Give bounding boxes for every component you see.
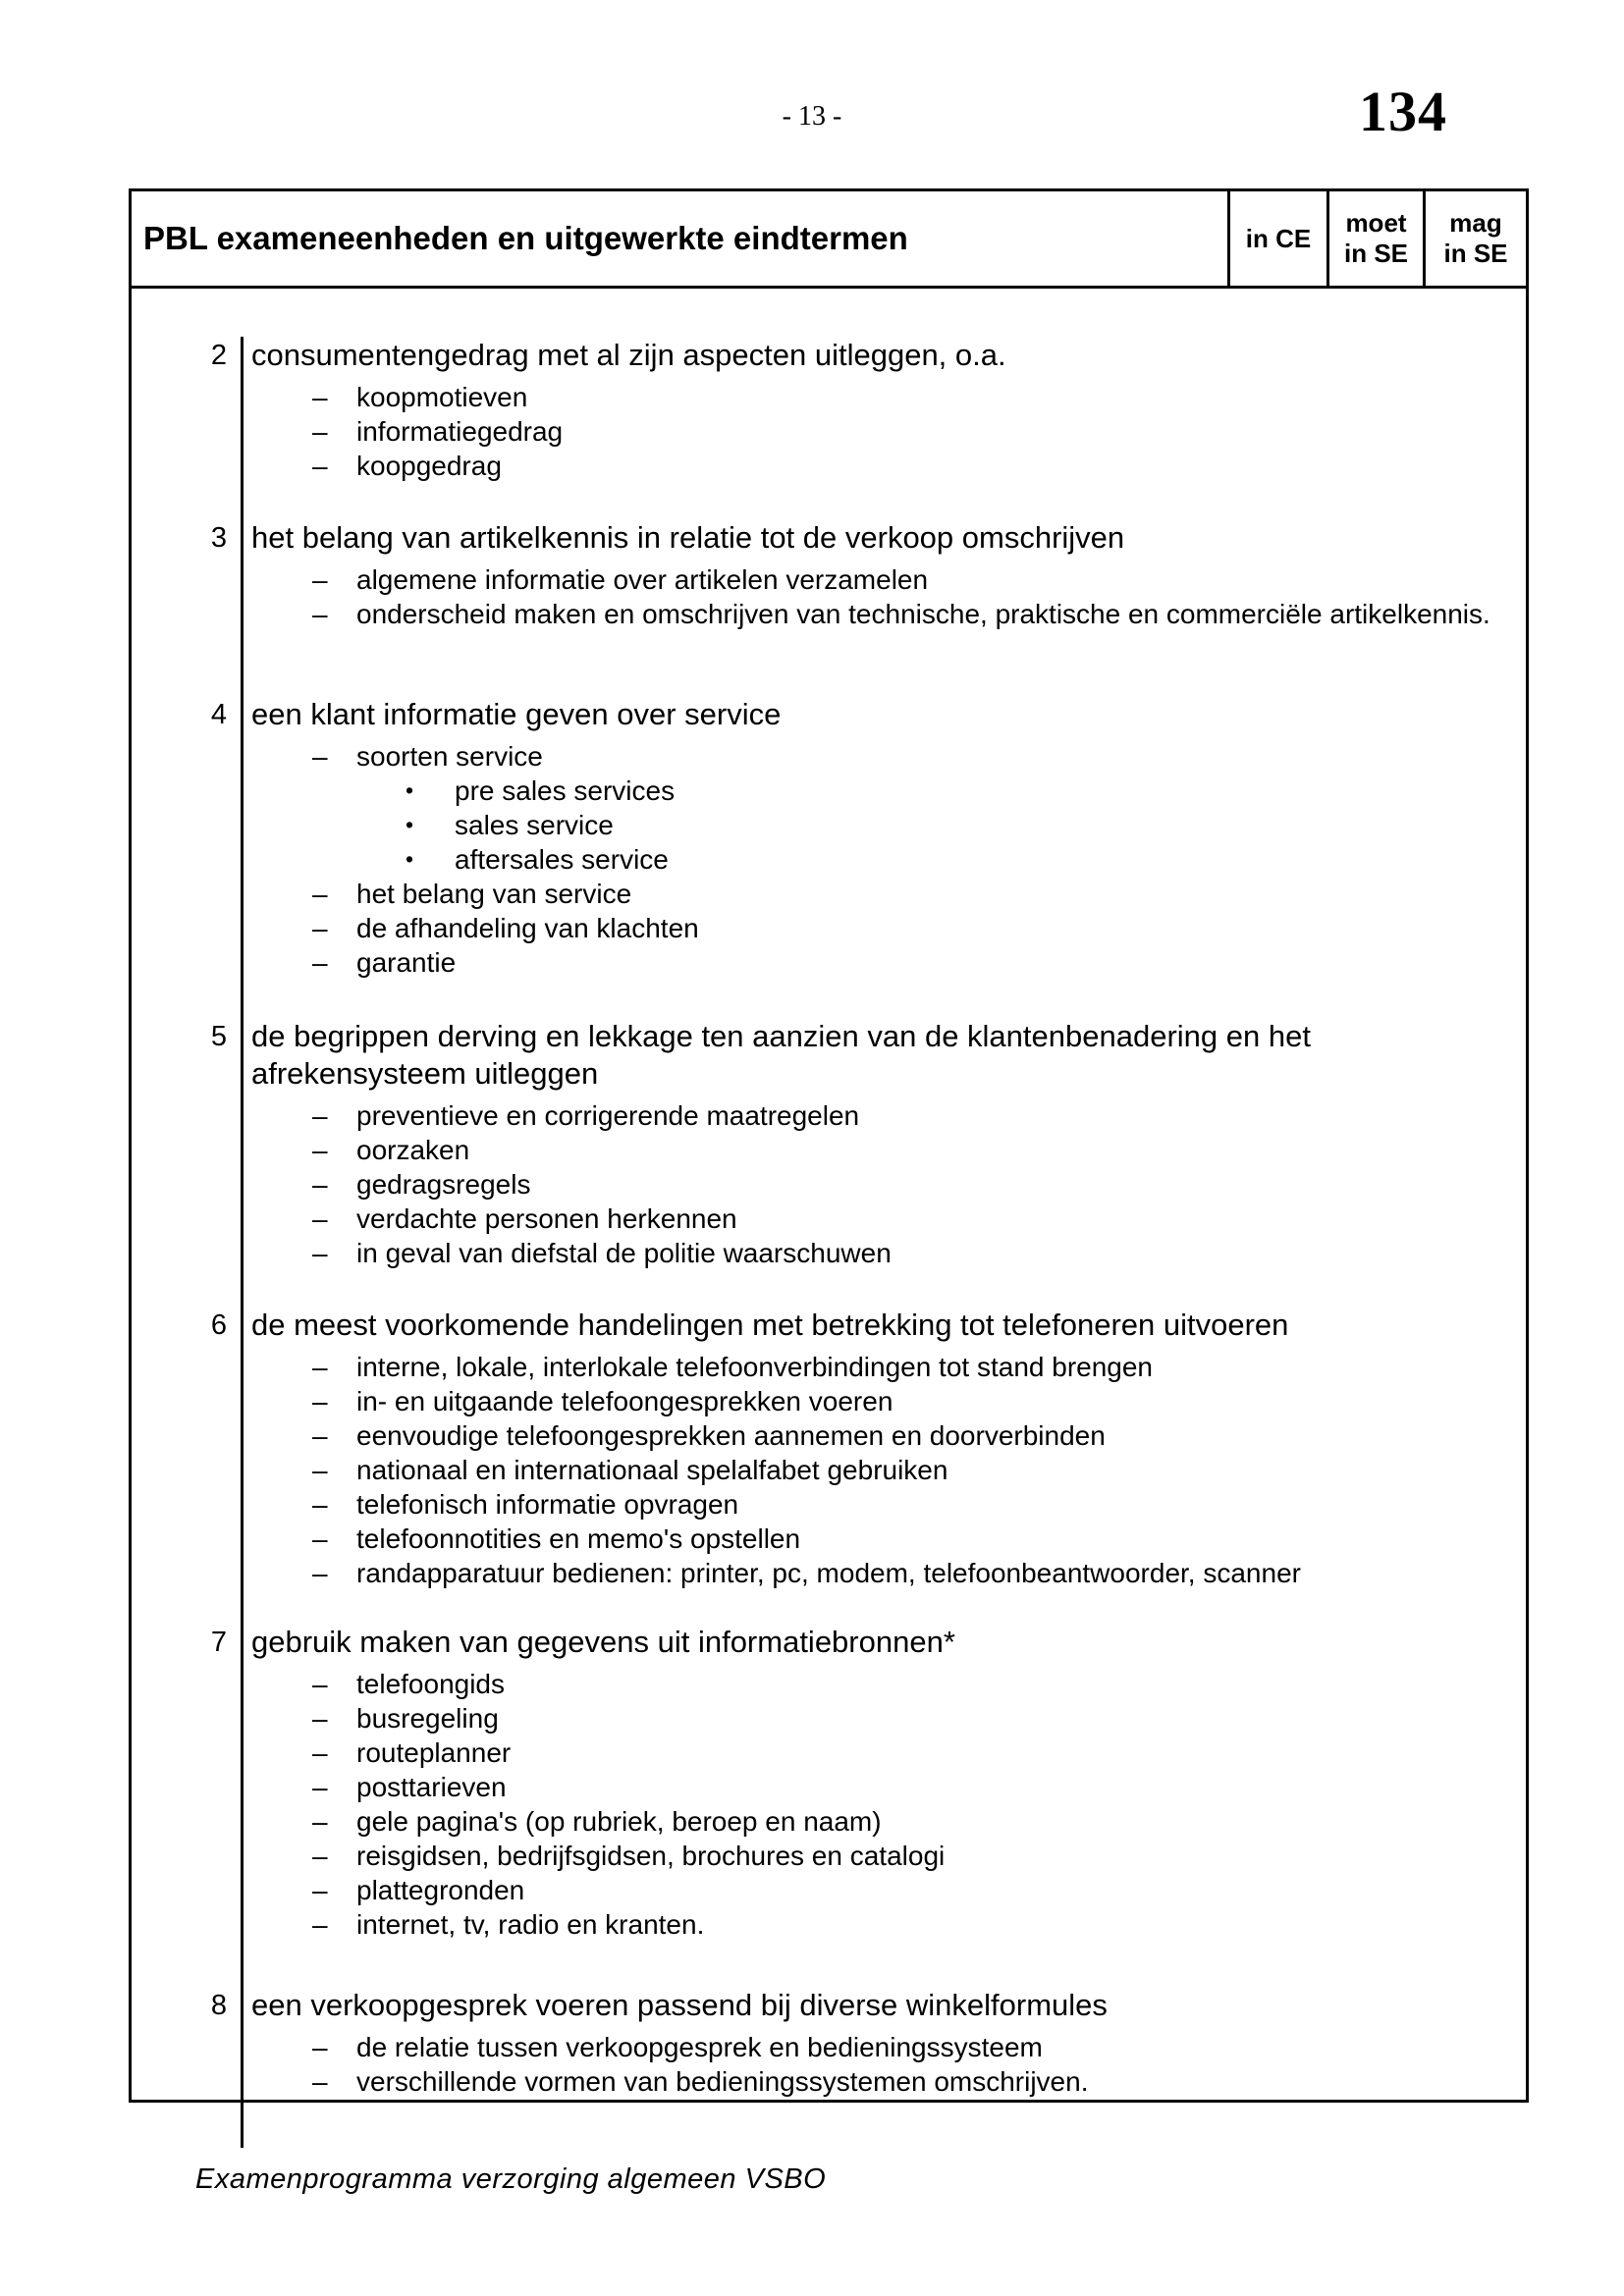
dash-marker: – [312, 1669, 328, 1699]
item-number: 6 [210, 1309, 227, 1341]
dash-marker: – [312, 382, 328, 412]
dash-marker: – [312, 1737, 328, 1768]
sub-item-text: eenvoudige telefoongesprekken aannemen en doorverbinden [356, 1420, 1106, 1451]
dash-marker: – [312, 1772, 328, 1802]
exam-item-6 [132, 1307, 1526, 1590]
column-header-moet-in-se [1326, 191, 1423, 286]
item-heading: een verkoopgesprek voeren passend bij diverse winkelformules [251, 1988, 1108, 2022]
table-header-row [132, 191, 1526, 289]
sub-item-text: telefonisch informatie opvragen [356, 1489, 739, 1520]
bullet-marker: • [406, 777, 414, 803]
dash-marker: – [312, 1703, 328, 1734]
dash-marker: – [312, 1169, 328, 1200]
sub-item [251, 842, 1526, 877]
column-header-in-ce [1227, 191, 1326, 286]
exam-item-3 [132, 519, 1526, 631]
sub-item [251, 774, 1526, 808]
sub-item [251, 1770, 1526, 1804]
table-title: PBL exameneenheden en uitgewerkte eindtermen [143, 220, 908, 256]
sub-item-text: verdachte personen herkennen [356, 1203, 737, 1234]
column-header-line: in SE [1343, 239, 1408, 268]
item-number: 2 [210, 340, 227, 371]
sub-item [251, 1098, 1526, 1133]
sub-item-text: pre sales services [455, 775, 676, 806]
sub-item-text: busregeling [356, 1703, 499, 1734]
sub-item-text: garantie [356, 947, 457, 978]
dash-marker: – [312, 1841, 328, 1871]
dash-marker: – [312, 1352, 328, 1382]
dash-marker: – [312, 1203, 328, 1234]
sub-item [251, 449, 1526, 483]
number-column-divider [241, 337, 244, 2148]
sub-item-text: oorzaken [356, 1135, 470, 1165]
item-heading: de meest voorkomende handelingen met betrekking tot telefoneren uitvoeren [251, 1308, 1289, 1342]
sub-item [251, 1453, 1526, 1487]
sub-item-text: nationaal en internationaal spelalfabet gebruiken [356, 1455, 948, 1485]
sub-item [251, 1201, 1526, 1236]
sub-item-text: telefoonnotities en memo's opstellen [356, 1523, 801, 1554]
sub-item-text: plattegronden [356, 1875, 525, 1905]
item-heading: de begrippen derving en lekkage ten aanzien van de klantenbenadering en het afrekensysteem uitleggen [251, 1019, 1311, 1091]
column-header-line: in SE [1443, 239, 1508, 268]
sub-item [251, 1907, 1526, 1942]
dash-marker: – [312, 1386, 328, 1416]
item-number: 4 [210, 699, 227, 730]
dash-marker: – [312, 416, 328, 447]
dash-marker: – [312, 2066, 328, 2097]
sub-item [251, 877, 1526, 911]
sub-item [251, 1556, 1526, 1590]
exam-item-2 [132, 337, 1526, 483]
sub-item [251, 1522, 1526, 1556]
sub-item [251, 1667, 1526, 1701]
sub-item [251, 911, 1526, 945]
column-header-line: moet [1345, 208, 1407, 238]
item-number: 5 [210, 1021, 227, 1052]
sub-item [251, 1701, 1526, 1735]
sub-item [251, 739, 1526, 774]
dash-marker: – [312, 1420, 328, 1451]
dash-marker: – [312, 879, 328, 909]
sub-item-text: gedragsregels [356, 1169, 531, 1200]
sub-item [251, 414, 1526, 449]
dash-marker: – [312, 564, 328, 595]
exam-item-5 [132, 1018, 1526, 1270]
dash-marker: – [312, 1455, 328, 1485]
sub-item-text: de relatie tussen verkoopgesprek en bedieningssysteem [356, 2032, 1043, 2062]
sub-item [251, 1804, 1526, 1839]
document-footer: Examenprogramma verzorging algemeen VSBO [195, 2163, 827, 2195]
sub-item-text: gele pagina's (op rubriek, beroep en naam) [356, 1806, 882, 1837]
sub-item [251, 1236, 1526, 1270]
sub-item [251, 1839, 1526, 1873]
sub-item-text: het belang van service [356, 879, 632, 909]
item-heading: het belang van artikelkennis in relatie tot de verkoop omschrijven [251, 520, 1125, 555]
sub-item [251, 2064, 1526, 2099]
dash-marker: – [312, 1558, 328, 1588]
sub-item-text: in- en uitgaande telefoongesprekken voeren [356, 1386, 893, 1416]
sub-item [251, 1167, 1526, 1201]
dash-marker: – [312, 1806, 328, 1837]
item-number: 7 [210, 1627, 227, 1658]
sub-item-text: koopgedrag [356, 451, 502, 481]
dash-marker: – [312, 913, 328, 943]
sub-item-text: routeplanner [356, 1737, 512, 1768]
sub-item-text: posttarieven [356, 1772, 507, 1802]
sub-item [251, 1873, 1526, 1907]
item-heading: consumentengedrag met al zijn aspecten uitleggen, o.a. [251, 338, 1006, 372]
sub-item-text: informatiegedrag [356, 416, 564, 447]
sub-item [251, 597, 1526, 631]
dash-marker: – [312, 1238, 328, 1268]
column-header-line: mag [1449, 208, 1502, 238]
dash-marker: – [312, 1489, 328, 1520]
dash-marker: – [312, 741, 328, 772]
exam-item-7 [132, 1624, 1526, 1942]
sub-item-text: telefoongids [356, 1669, 506, 1699]
bullet-marker: • [406, 846, 414, 872]
sub-item [251, 1418, 1526, 1453]
sub-item-text: onderscheid maken en omschrijven van technische, praktische en commerciële artikelkennis. [356, 599, 1490, 629]
sub-item-text: reisgidsen, bedrijfsgidsen, brochures en catalogi [356, 1841, 946, 1871]
sub-item-text: verschillende vormen van bedieningssystemen omschrijven. [356, 2066, 1089, 2097]
sub-item [251, 945, 1526, 980]
sub-item-text: randapparatuur bedienen: printer, pc, modem, telefoonbeantwoorder, scanner [356, 1558, 1301, 1588]
column-header-mag-in-se [1423, 191, 1526, 286]
sub-item [251, 1133, 1526, 1167]
dash-marker: – [312, 451, 328, 481]
sub-item-text: algemene informatie over artikelen verzamelen [356, 564, 929, 595]
exam-terms-table [129, 188, 1529, 2103]
item-heading: een klant informatie geven over service [251, 697, 782, 731]
sub-item-text: internet, tv, radio en kranten. [356, 1909, 705, 1940]
sub-item [251, 1487, 1526, 1522]
item-number: 3 [210, 522, 227, 554]
sub-item-text: koopmotieven [356, 382, 528, 412]
sub-item [251, 808, 1526, 842]
exam-item-4 [132, 696, 1526, 980]
dash-marker: – [312, 1909, 328, 1940]
exam-item-8 [132, 1987, 1526, 2099]
sub-item-text: aftersales service [455, 844, 669, 875]
dash-marker: – [312, 947, 328, 978]
table-body [132, 337, 1526, 2148]
sub-item [251, 562, 1526, 597]
sub-item [251, 1735, 1526, 1770]
dash-marker: – [312, 1100, 328, 1131]
bullet-marker: • [406, 812, 414, 837]
sub-item-text: soorten service [356, 741, 543, 772]
sub-item [251, 380, 1526, 414]
dash-marker: – [312, 1523, 328, 1554]
sub-item-text: sales service [455, 810, 614, 840]
column-header-line: in CE [1245, 223, 1312, 253]
sub-item [251, 1384, 1526, 1418]
document-number: 134 [1359, 80, 1447, 143]
item-number: 8 [210, 1990, 227, 2021]
sub-item-text: preventieve en corrigerende maatregelen [356, 1100, 860, 1131]
dash-marker: – [312, 1135, 328, 1165]
sub-item-text: interne, lokale, interlokale telefoonverbindingen tot stand brengen [356, 1352, 1154, 1382]
dash-marker: – [312, 2032, 328, 2062]
item-heading: gebruik maken van gegevens uit informatiebronnen* [251, 1625, 955, 1659]
dash-marker: – [312, 1875, 328, 1905]
sub-item-text: in geval van diefstal de politie waarschuwen [356, 1238, 892, 1268]
dash-marker: – [312, 599, 328, 629]
sub-item [251, 1350, 1526, 1384]
sub-item-text: de afhandeling van klachten [356, 913, 699, 943]
page-number: - 13 - [782, 101, 842, 132]
sub-item [251, 2030, 1526, 2064]
